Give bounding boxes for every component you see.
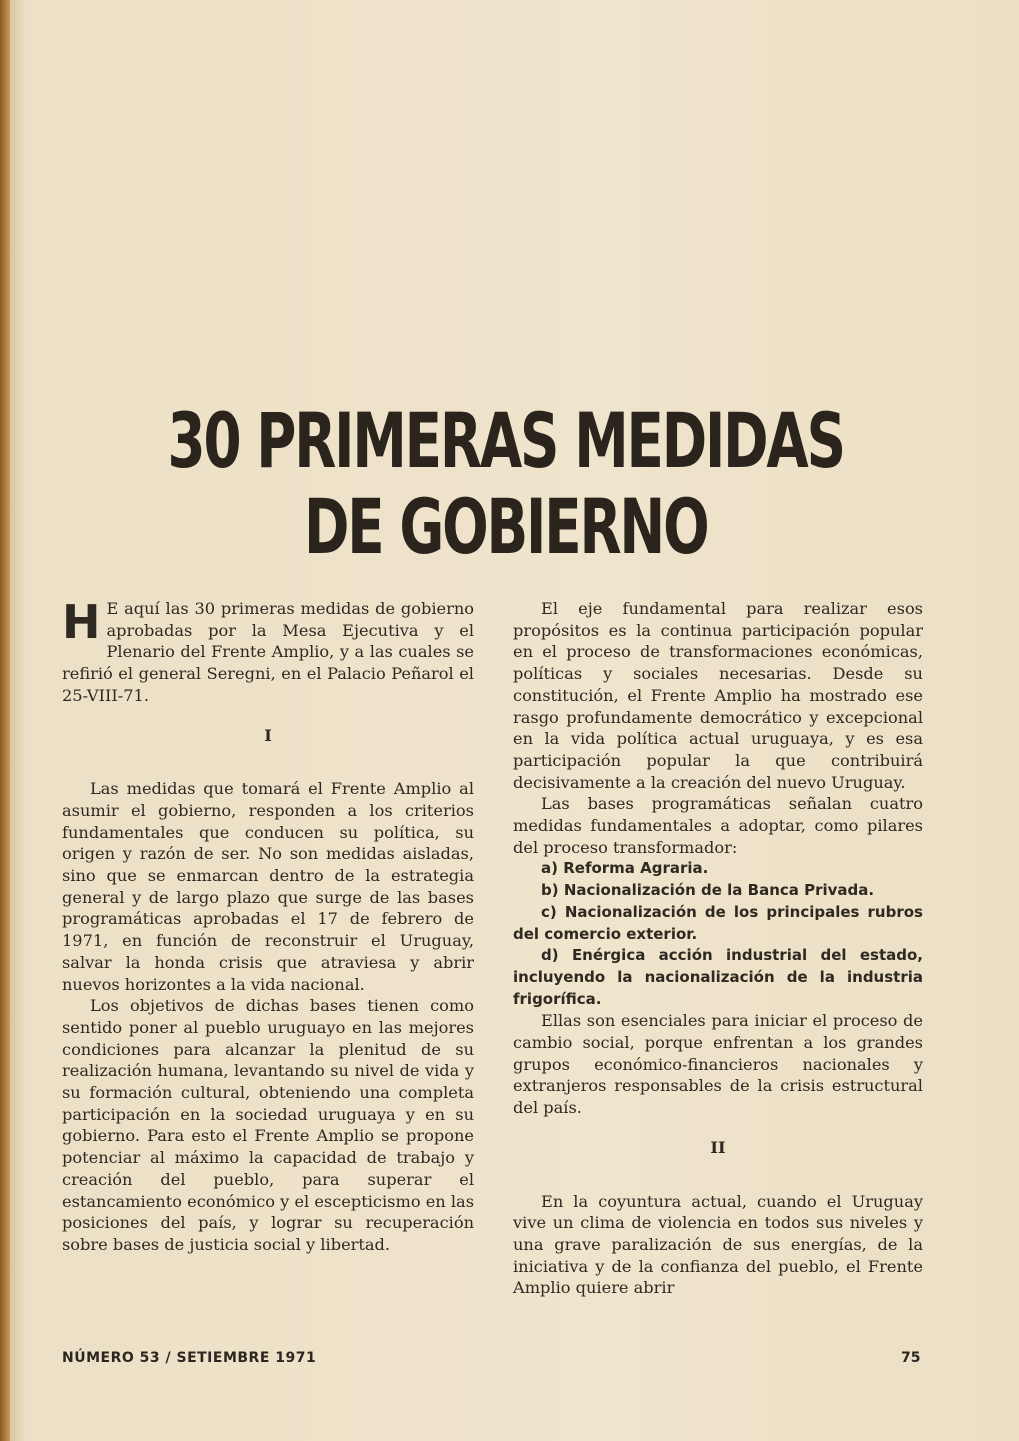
drop-cap: H (62, 595, 101, 649)
paragraph: Las bases programáticas señalan cuatro medidas fundamentales a adoptar, como pilares del proceso transformador: (513, 794, 923, 857)
issue-footer: NÚMERO 53 / SETIEMBRE 1971 (62, 1350, 317, 1366)
paragraph: Los objetivos de dichas bases tienen como sentido poner al pueblo uruguayo en las mejores condiciones para alcanzar la plenitud de su realización humana, levantando su nivel de vida y su formación cultural, obteniendo una completa participación en la sociedad uruguaya y en su gobierno. Para esto el Frente Amplio se propone potenciar al máximo la capacidad de trabajo y creación del pueblo, para superar el estancamiento económico y el escepticismo en las posiciones del país, y lograr su recuperación sobre bases de justicia social y libertad. (62, 996, 475, 1254)
list-item: b) Nacionalización de la Banca Privada. (541, 881, 875, 900)
paragraph: El eje fundamental para realizar esos propósitos es la continua participación popular en el proceso de transformaciones económicas, políticas y sociales necesarias. Desde su constitución, el Frente Amplio ha mostrado ese rasgo profundamente democrático y excepcional en la vida política actual uruguaya, y es esa participación popular la que contribuirá decisivamente a la creación del nuevo Uruguay. (513, 599, 923, 792)
paragraph: Ellas son esenciales para iniciar el proceso de cambio social, porque enfrentan a los grandes grupos económico-financieros nacionales y extranjeros responsables de la crisis estructural del país. (513, 1011, 923, 1118)
paragraph: En la coyuntura actual, cuando el Uruguay vive un clima de violencia en todos sus niveles y una grave paralización de sus energías, de la iniciativa y de la confianza del pueblo, el Frente Amplio quiere abrir (513, 1191, 923, 1298)
article-title (139, 398, 873, 570)
page-spine-shadow (0, 0, 10, 1441)
intro-paragraph (62, 595, 474, 707)
list-item: c) Nacionalización de los principales rubros del comercio exterior. (513, 902, 923, 943)
section-heading-1: I (264, 725, 272, 745)
paragraph: Las medidas que tomará el Frente Amplio al asumir el gobierno, responden a los criterios fundamentales que conducen su política, su origen y razón de ser. No son medidas aisladas, sino que se enmarcan dentro de la estrategia general y de largo plazo que surge de las bases programáticas aprobadas el 17 de febrero de 1971, en función de reconstruir el Uruguay, salvar la honda crisis que atraviesa y abrir nuevos horizontes a la vida nacional. (62, 779, 474, 994)
intro-text: E aquí las 30 primeras medidas de gobierno aprobadas por la Mesa Ejecutiva y el Plenario del Frente Amplio, y a las cuales se refirió el general Seregni, en el Palacio Peñarol el 25-VIII-71. (62, 599, 474, 705)
title-line-1: 30 PRIMERAS MEDIDAS (167, 396, 844, 485)
section-heading-2: II (710, 1137, 726, 1157)
page-number: 75 (901, 1350, 921, 1366)
list-item: d) Enérgica acción industrial del estado, incluyendo la nacionalización de la industria frigorífica. (513, 946, 923, 1008)
right-column (513, 598, 923, 1299)
list-item: a) Reforma Agraria. (541, 859, 709, 878)
title-line-2: DE GOBIERNO (304, 482, 708, 571)
left-column (62, 595, 475, 1256)
